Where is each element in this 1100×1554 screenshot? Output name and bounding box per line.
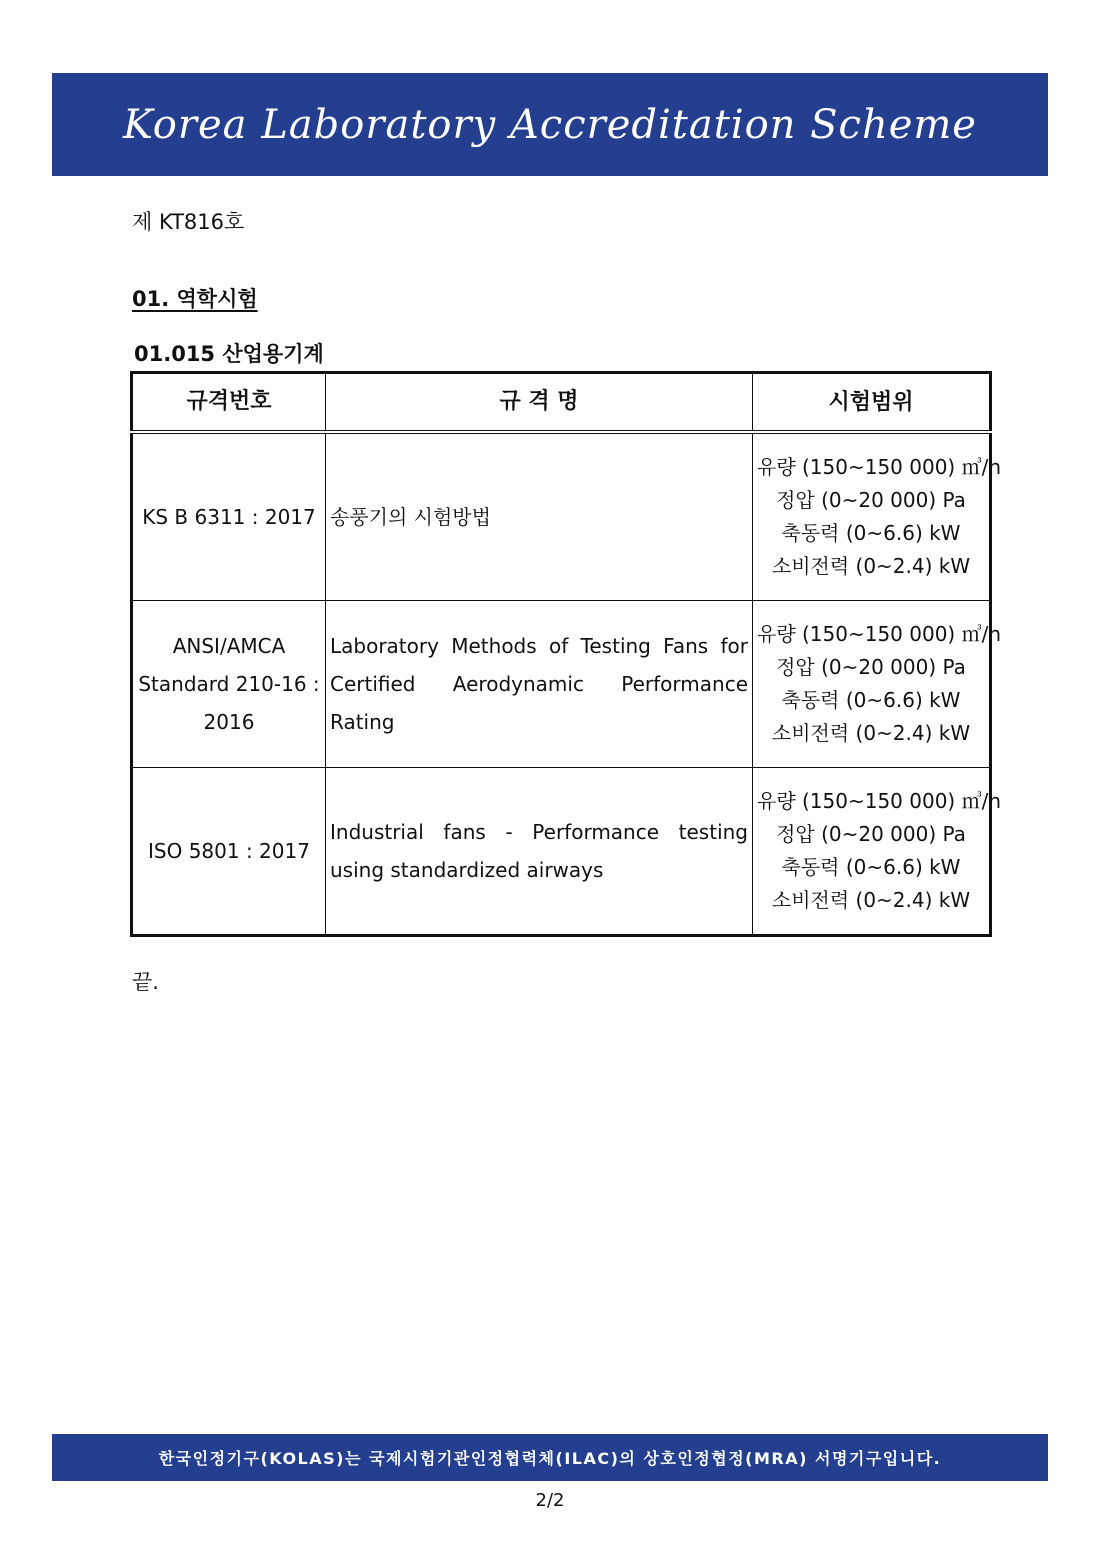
range-static-pressure: 정압 (0~20 000) Pa bbox=[776, 488, 966, 512]
header-standard-name: 규 격 명 bbox=[326, 373, 753, 433]
document-number: 제 KT816호 bbox=[132, 210, 245, 234]
header-test-range: 시험범위 bbox=[753, 373, 991, 433]
range-flow: 유량 (150~150 000) ㎥/h bbox=[757, 455, 1002, 479]
standard-name-cell: 송풍기의 시험방법 bbox=[326, 432, 753, 601]
header-standard-no: 규격번호 bbox=[132, 373, 326, 433]
table-row bbox=[132, 601, 991, 768]
section-title: 01. 역학시험 bbox=[132, 287, 258, 311]
standard-number-cell: KS B 6311 : 2017 bbox=[132, 432, 326, 601]
standard-name-cell: Laboratory Methods of Testing Fans for Certified Aerodynamic Performance Rating bbox=[326, 601, 753, 768]
standard-number-cell: ANSI/AMCA Standard 210-16 : 2016 bbox=[132, 601, 326, 768]
range-shaft-power: 축동력 (0~6.6) kW bbox=[781, 688, 961, 712]
range-static-pressure: 정압 (0~20 000) Pa bbox=[776, 655, 966, 679]
footer-text: 한국인정기구(KOLAS)는 국제시험기관인정협력체(ILAC)의 상호인정협정(MRA) 서명기구입니다. bbox=[158, 1449, 942, 1468]
test-range-cell bbox=[753, 768, 1002, 936]
standards-table bbox=[130, 371, 1002, 937]
test-range-cell bbox=[753, 432, 1002, 601]
standard-name-cell: Industrial fans - Performance testing using standardized airways bbox=[326, 768, 753, 936]
header-banner bbox=[52, 73, 1048, 176]
table-header-row bbox=[132, 373, 991, 433]
end-mark: 끝. bbox=[132, 970, 159, 994]
range-power-consumption: 소비전력 (0~2.4) kW bbox=[771, 554, 971, 578]
range-power-consumption: 소비전력 (0~2.4) kW bbox=[771, 888, 971, 912]
range-flow: 유량 (150~150 000) ㎥/h bbox=[757, 789, 1002, 813]
standard-number-cell: ISO 5801 : 2017 bbox=[132, 768, 326, 936]
range-power-consumption: 소비전력 (0~2.4) kW bbox=[771, 721, 971, 745]
subsection-title: 01.015 산업용기계 bbox=[134, 342, 324, 366]
table-row bbox=[132, 432, 991, 601]
range-flow: 유량 (150~150 000) ㎥/h bbox=[757, 622, 1002, 646]
footer-banner bbox=[52, 1434, 1048, 1481]
range-shaft-power: 축동력 (0~6.6) kW bbox=[781, 521, 961, 545]
test-range-cell bbox=[753, 601, 1002, 768]
header-title: Korea Laboratory Accreditation Scheme bbox=[123, 101, 977, 148]
range-shaft-power: 축동력 (0~6.6) kW bbox=[781, 855, 961, 879]
page-number: 2/2 bbox=[535, 1490, 565, 1511]
range-static-pressure: 정압 (0~20 000) Pa bbox=[776, 822, 966, 846]
table-row bbox=[132, 768, 991, 936]
